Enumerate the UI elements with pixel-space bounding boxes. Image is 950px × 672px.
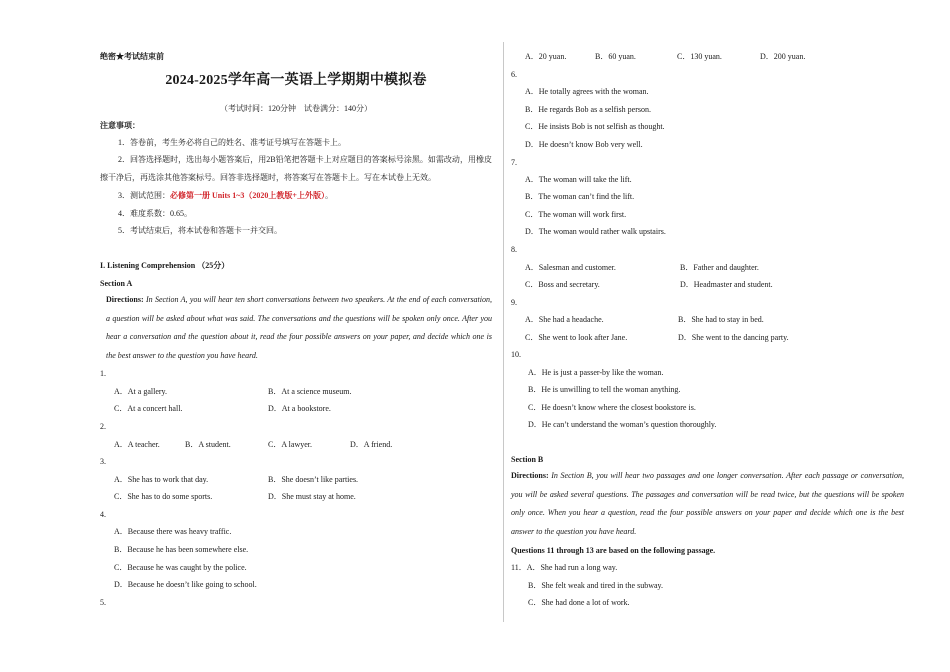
section-a-directions [106,291,492,366]
passage-note: Questions 11 through 13 are based on the following passage. [511,546,716,555]
test-scope: 必修第一册 Units 1~3（2020上教版+上外版） [170,191,325,200]
option[interactable]: A．Salesman and customer. [525,263,616,272]
option[interactable]: A．A teacher. [114,440,160,449]
option[interactable]: C．She went to look after Jane. [525,333,628,342]
notice-item-4: 4．难度系数：0.65。 [118,209,192,218]
option[interactable]: D．At a bookstore. [268,404,331,413]
notice-item-3-prefix: 3．测试范围： [118,191,170,200]
option[interactable]: A．She has to work that day. [114,475,209,484]
option[interactable]: B．She felt weak and tired in the subway. [528,581,664,590]
notice-item-1: 1．答卷前，考生务必将自己的姓名、准考证号填写在答题卡上。 [118,138,346,147]
part1-heading: I. Listening Comprehension （25分） [100,261,230,270]
question-number: 3. [100,457,106,466]
option[interactable]: C．She had done a lot of work. [528,598,630,607]
question-number: 6. [511,70,517,79]
option[interactable]: B．Because he has been somewhere else. [114,545,249,554]
option[interactable]: C．The woman will work first. [525,210,627,219]
option[interactable]: D．200 yuan. [760,52,806,61]
option[interactable]: B．He regards Bob as a selfish person. [525,105,651,114]
question-number: 10. [511,350,521,359]
directions-label: Directions: [511,471,549,480]
option[interactable]: C．He insists Bob is not selfish as thought. [525,122,665,131]
option[interactable]: B．60 yuan. [595,52,636,61]
exam-title: 2024-2025学年高一英语上学期期中模拟卷 [165,73,427,88]
question-number: 2. [100,422,106,431]
option[interactable]: B．At a science museum. [268,387,352,396]
notice-item-2: 2．回答选择题时，选出每小题答案后，用2B铅笔把答题卡上对应题目的答案标号涂黑。如需改动，用橡皮擦干净后，再选涂其他答案标号。回答非选择题时，将答案写在答题卡上。写在本试卷上无效。 [100,155,492,182]
option[interactable]: A．Because there was heavy traffic. [114,527,232,536]
option[interactable]: 11．A．She had run a long way. [511,563,618,572]
right-column [511,0,904,672]
option[interactable]: B．He is unwilling to tell the woman anything. [528,385,681,394]
question-number: 8. [511,245,517,254]
directions-label: Directions: [106,295,144,304]
option[interactable]: D．The woman would rather walk upstairs. [525,227,666,236]
option[interactable]: C．He doesn’t know where the closest bookstore is. [528,403,696,412]
question-number: 4. [100,510,106,519]
question-number: 9. [511,298,517,307]
option[interactable]: D．He doesn’t know Bob very well. [525,140,643,149]
directions-text: In Section A, you will hear ten short conversations between two speakers. At the end of each conversation, a question will be asked about what was said. The conversations and the questions will be spoken only once. After you hear a conversation and the question about it, read the four possible answers on your paper, and decide which one is the best answer to the question you have heard. [106,295,492,361]
option[interactable]: D．He can’t understand the woman’s question thoroughly. [528,420,717,429]
section-b-heading: Section B [511,455,544,464]
option[interactable]: C．A lawyer. [268,440,312,449]
question-number: 5. [100,598,106,607]
notice-item-3-suffix: 。 [324,191,333,200]
question-number: 1. [100,369,106,378]
option[interactable]: C．She has to do some sports. [114,492,213,501]
option[interactable]: C．At a concert hall. [114,404,183,413]
question-number: 7. [511,158,517,167]
option[interactable]: C．Boss and secretary. [525,280,600,289]
option[interactable]: A．She had a headache. [525,315,604,324]
option[interactable]: A．20 yuan. [525,52,567,61]
option[interactable]: D．She went to the dancing party. [678,333,789,342]
option[interactable]: A．The woman will take the lift. [525,175,632,184]
option[interactable]: A．He is just a passer-by like the woman. [528,368,664,377]
notice-item-5: 5．考试结束后，将本试卷和答题卡一并交回。 [118,226,282,235]
notice-item-3 [118,191,333,201]
option[interactable]: B．She had to stay in bed. [678,315,764,324]
option[interactable]: B．She doesn’t like parties. [268,475,359,484]
option[interactable]: D．Because he doesn’t like going to school. [114,580,257,589]
confidential-label: 绝密★考试结束前 [100,52,164,61]
option[interactable]: D．Headmaster and student. [680,280,773,289]
option[interactable]: C．Because he was caught by the police. [114,563,247,572]
option[interactable]: D．A friend. [350,440,393,449]
column-divider [503,42,504,622]
section-a-heading: Section A [100,279,133,288]
option[interactable]: B．Father and daughter. [680,263,759,272]
option[interactable]: C．130 yuan. [677,52,722,61]
left-column [100,0,492,672]
directions-text: In Section B, you will hear two passages and one longer conversation. After each passage or conversation, you will be asked several questions. The passages and conversation will be read twice, but the questions will be spoken only once. When you hear a question, read the four possible answers on your paper and decide which one is the best answer to the question you have heard. [511,471,904,537]
option[interactable]: A．At a gallery. [114,387,168,396]
option[interactable]: B．The woman can’t find the lift. [525,192,635,201]
option[interactable]: D．She must stay at home. [268,492,356,501]
exam-info: （考试时间：120分钟 试卷满分：140分） [220,104,372,113]
notice-heading: 注意事项： [100,121,140,130]
option[interactable]: A．He totally agrees with the woman. [525,87,649,96]
option[interactable]: B．A student. [185,440,231,449]
section-b-directions [511,467,904,542]
